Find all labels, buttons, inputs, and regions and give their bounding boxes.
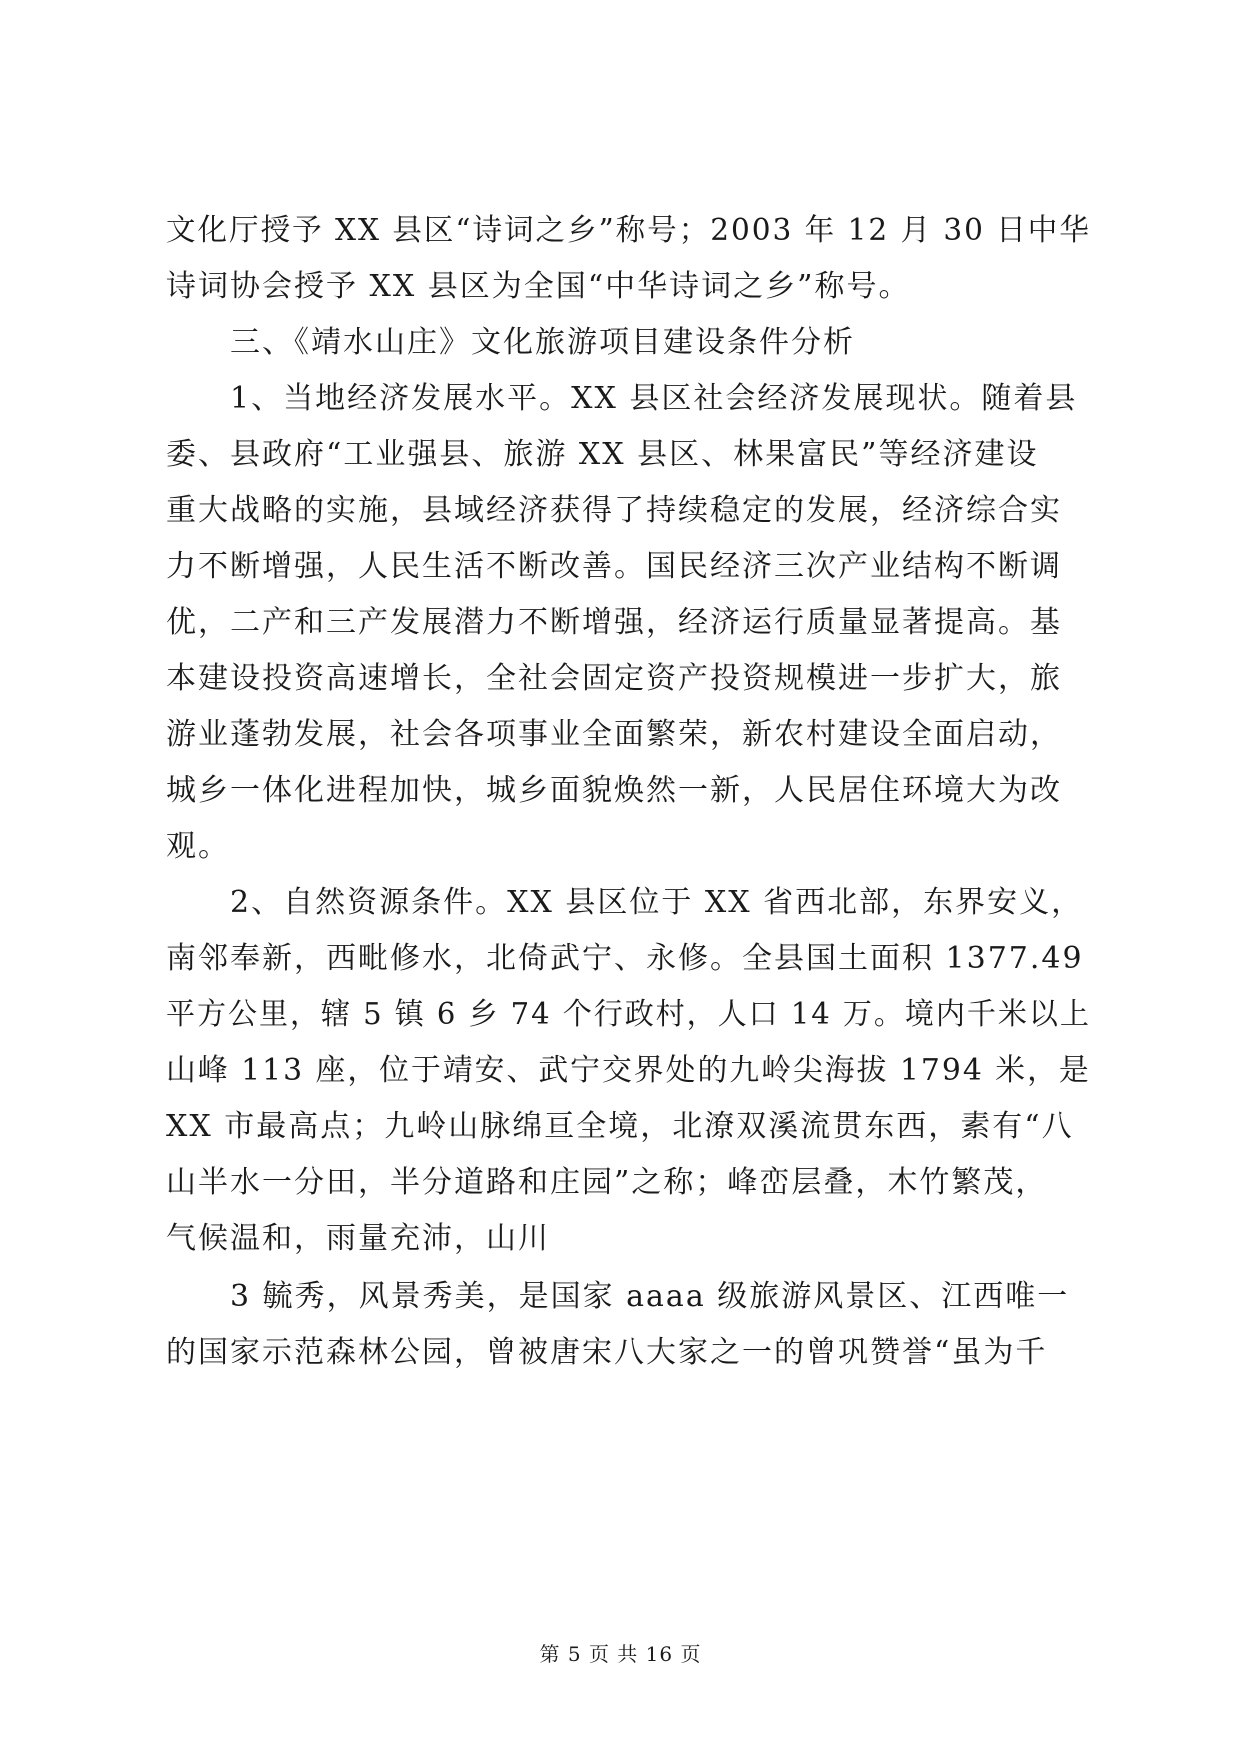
- text-line: 城乡一体化进程加快，城乡面貌焕然一新，人民居住环境大为改: [166, 773, 1062, 808]
- text-line: 观。: [166, 829, 230, 864]
- text-line: 山峰 113 座，位于靖安、武宁交界处的九岭尖海拔 1794 米，是: [166, 1053, 1091, 1088]
- text-line: 3 毓秀，风景秀美，是国家 aaaa 级旅游风景区、江西唯一: [230, 1279, 1070, 1314]
- text-line: 1、当地经济发展水平。XX 县区社会经济发展现状。随着县: [230, 381, 1078, 416]
- text-line: 平方公里，辖 5 镇 6 乡 74 个行政村，人口 14 万。境内千米以上: [166, 997, 1091, 1032]
- text-line: 文化厅授予 XX 县区“诗词之乡”称号；2003 年 12 月 30 日中华: [166, 213, 1091, 248]
- text-line: 2、自然资源条件。XX 县区位于 XX 省西北部，东界安义，: [230, 885, 1084, 920]
- text-line: XX 市最高点；九岭山脉绵亘全境，北潦双溪流贯东西，素有“八: [166, 1109, 1074, 1144]
- section-heading: 三、《靖水山庄》文化旅游项目建设条件分析: [230, 325, 855, 360]
- text-line: 气候温和，雨量充沛，山川: [166, 1221, 550, 1256]
- text-line: 重大战略的实施，县域经济获得了持续稳定的发展，经济综合实: [166, 493, 1062, 528]
- text-line: 委、县政府“工业强县、旅游 XX 县区、林果富民”等经济建设: [166, 437, 1039, 472]
- page-number-footer: 第 5 页 共 16 页: [539, 1642, 702, 1666]
- text-line: 诗词协会授予 XX 县区为全国“中华诗词之乡”称号。: [166, 269, 911, 304]
- text-line: 山半水一分田，半分道路和庄园”之称；峰峦层叠，木竹繁茂，: [166, 1165, 1048, 1200]
- text-line: 的国家示范森林公园，曾被唐宋八大家之一的曾巩赞誉“虽为千: [166, 1335, 1048, 1370]
- text-line: 游业蓬勃发展，社会各项事业全面繁荣，新农村建设全面启动，: [166, 717, 1062, 752]
- text-line: 南邻奉新，西毗修水，北倚武宁、永修。全县国土面积 1377.49: [166, 941, 1084, 976]
- text-line: 优，二产和三产发展潜力不断增强，经济运行质量显著提高。基: [166, 605, 1062, 640]
- text-line: 力不断增强，人民生活不断改善。国民经济三次产业结构不断调: [166, 549, 1062, 584]
- text-line: 本建设投资高速增长，全社会固定资产投资规模进一步扩大，旅: [166, 661, 1062, 696]
